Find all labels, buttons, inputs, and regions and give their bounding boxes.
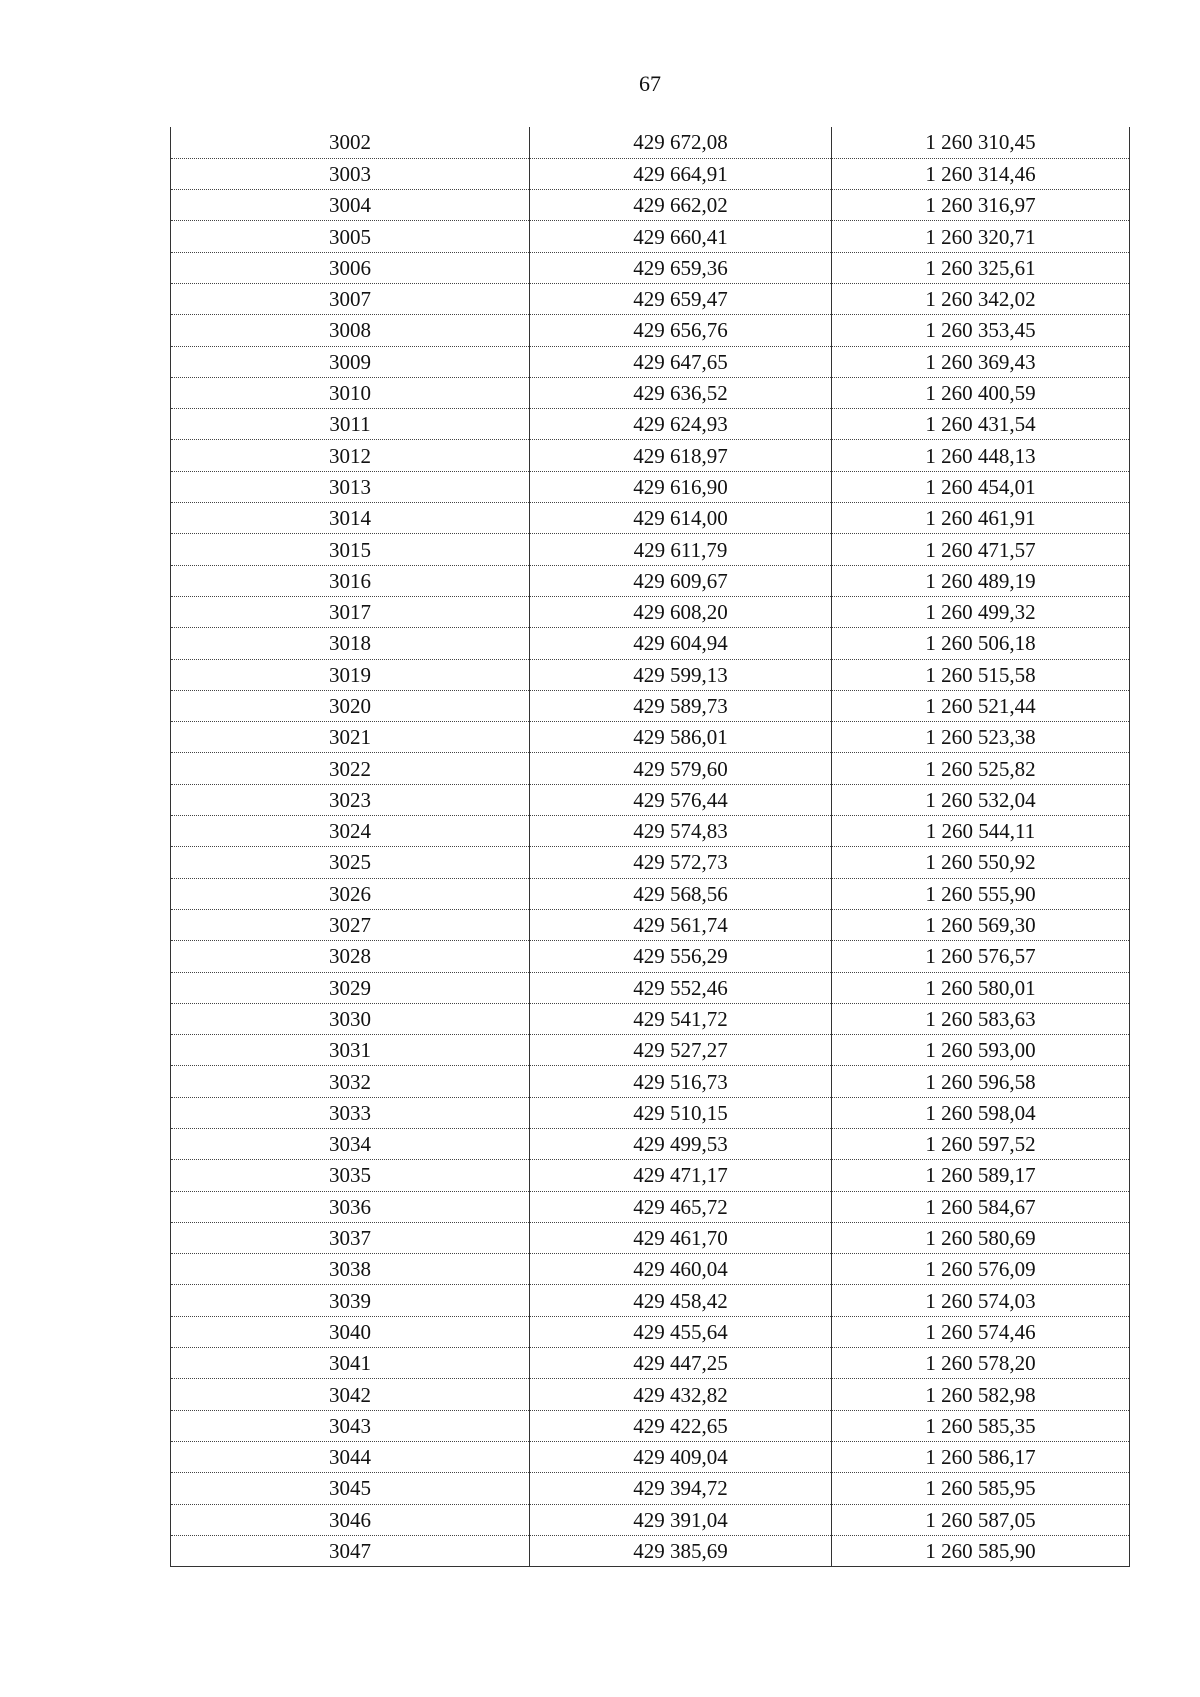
y-coordinate-cell: 1 260 506,18	[832, 628, 1130, 659]
y-coordinate-cell: 1 260 593,00	[832, 1035, 1130, 1066]
point-number-cell: 3041	[171, 1348, 530, 1379]
point-number-cell: 3017	[171, 596, 530, 627]
point-number-cell: 3022	[171, 753, 530, 784]
y-coordinate-cell: 1 260 521,44	[832, 690, 1130, 721]
y-coordinate-cell: 1 260 585,35	[832, 1410, 1130, 1441]
x-coordinate-cell: 429 552,46	[530, 972, 832, 1003]
x-coordinate-cell: 429 458,42	[530, 1285, 832, 1316]
table-row	[171, 1003, 1130, 1034]
coordinates-table-body	[171, 127, 1130, 1567]
table-row	[171, 690, 1130, 721]
point-number-cell: 3005	[171, 221, 530, 252]
y-coordinate-cell: 1 260 584,67	[832, 1191, 1130, 1222]
point-number-cell: 3045	[171, 1473, 530, 1504]
y-coordinate-cell: 1 260 314,46	[832, 158, 1130, 189]
point-number-cell: 3030	[171, 1003, 530, 1034]
table-row	[171, 1222, 1130, 1253]
point-number-cell: 3028	[171, 941, 530, 972]
point-number-cell: 3033	[171, 1097, 530, 1128]
x-coordinate-cell: 429 576,44	[530, 784, 832, 815]
x-coordinate-cell: 429 447,25	[530, 1348, 832, 1379]
point-number-cell: 3024	[171, 816, 530, 847]
x-coordinate-cell: 429 516,73	[530, 1066, 832, 1097]
y-coordinate-cell: 1 260 576,57	[832, 941, 1130, 972]
x-coordinate-cell: 429 579,60	[530, 753, 832, 784]
y-coordinate-cell: 1 260 310,45	[832, 127, 1130, 158]
point-number-cell: 3007	[171, 283, 530, 314]
point-number-cell: 3014	[171, 503, 530, 534]
table-row	[171, 1066, 1130, 1097]
y-coordinate-cell: 1 260 589,17	[832, 1160, 1130, 1191]
x-coordinate-cell: 429 659,36	[530, 252, 832, 283]
table-row	[171, 565, 1130, 596]
point-number-cell: 3047	[171, 1535, 530, 1566]
x-coordinate-cell: 429 422,65	[530, 1410, 832, 1441]
x-coordinate-cell: 429 409,04	[530, 1441, 832, 1472]
y-coordinate-cell: 1 260 523,38	[832, 722, 1130, 753]
table-row	[171, 503, 1130, 534]
point-number-cell: 3026	[171, 878, 530, 909]
y-coordinate-cell: 1 260 555,90	[832, 878, 1130, 909]
point-number-cell: 3038	[171, 1254, 530, 1285]
y-coordinate-cell: 1 260 431,54	[832, 409, 1130, 440]
x-coordinate-cell: 429 391,04	[530, 1504, 832, 1535]
table-row	[171, 753, 1130, 784]
y-coordinate-cell: 1 260 448,13	[832, 440, 1130, 471]
table-row	[171, 1535, 1130, 1566]
y-coordinate-cell: 1 260 454,01	[832, 471, 1130, 502]
y-coordinate-cell: 1 260 525,82	[832, 753, 1130, 784]
table-row	[171, 1410, 1130, 1441]
table-row	[171, 972, 1130, 1003]
x-coordinate-cell: 429 574,83	[530, 816, 832, 847]
x-coordinate-cell: 429 604,94	[530, 628, 832, 659]
x-coordinate-cell: 429 432,82	[530, 1379, 832, 1410]
x-coordinate-cell: 429 624,93	[530, 409, 832, 440]
point-number-cell: 3003	[171, 158, 530, 189]
y-coordinate-cell: 1 260 489,19	[832, 565, 1130, 596]
x-coordinate-cell: 429 656,76	[530, 315, 832, 346]
y-coordinate-cell: 1 260 550,92	[832, 847, 1130, 878]
y-coordinate-cell: 1 260 353,45	[832, 315, 1130, 346]
table-row	[171, 440, 1130, 471]
point-number-cell: 3012	[171, 440, 530, 471]
x-coordinate-cell: 429 471,17	[530, 1160, 832, 1191]
point-number-cell: 3015	[171, 534, 530, 565]
point-number-cell: 3040	[171, 1316, 530, 1347]
table-row	[171, 1035, 1130, 1066]
point-number-cell: 3006	[171, 252, 530, 283]
y-coordinate-cell: 1 260 598,04	[832, 1097, 1130, 1128]
table-row	[171, 409, 1130, 440]
table-row	[171, 127, 1130, 158]
table-row	[171, 1473, 1130, 1504]
table-row	[171, 722, 1130, 753]
table-row	[171, 346, 1130, 377]
x-coordinate-cell: 429 527,27	[530, 1035, 832, 1066]
x-coordinate-cell: 429 510,15	[530, 1097, 832, 1128]
y-coordinate-cell: 1 260 369,43	[832, 346, 1130, 377]
y-coordinate-cell: 1 260 400,59	[832, 377, 1130, 408]
y-coordinate-cell: 1 260 499,32	[832, 596, 1130, 627]
y-coordinate-cell: 1 260 597,52	[832, 1129, 1130, 1160]
point-number-cell: 3004	[171, 190, 530, 221]
x-coordinate-cell: 429 541,72	[530, 1003, 832, 1034]
x-coordinate-cell: 429 455,64	[530, 1316, 832, 1347]
y-coordinate-cell: 1 260 316,97	[832, 190, 1130, 221]
table-row	[171, 596, 1130, 627]
table-row	[171, 784, 1130, 815]
point-number-cell: 3035	[171, 1160, 530, 1191]
point-number-cell: 3019	[171, 659, 530, 690]
y-coordinate-cell: 1 260 585,95	[832, 1473, 1130, 1504]
point-number-cell: 3018	[171, 628, 530, 659]
table-row	[171, 1441, 1130, 1472]
table-row	[171, 816, 1130, 847]
point-number-cell: 3036	[171, 1191, 530, 1222]
y-coordinate-cell: 1 260 569,30	[832, 909, 1130, 940]
point-number-cell: 3021	[171, 722, 530, 753]
x-coordinate-cell: 429 385,69	[530, 1535, 832, 1566]
y-coordinate-cell: 1 260 532,04	[832, 784, 1130, 815]
x-coordinate-cell: 429 659,47	[530, 283, 832, 314]
table-row	[171, 1348, 1130, 1379]
y-coordinate-cell: 1 260 582,98	[832, 1379, 1130, 1410]
table-row	[171, 847, 1130, 878]
point-number-cell: 3025	[171, 847, 530, 878]
table-row	[171, 1285, 1130, 1316]
table-row	[171, 471, 1130, 502]
x-coordinate-cell: 429 647,65	[530, 346, 832, 377]
point-number-cell: 3032	[171, 1066, 530, 1097]
y-coordinate-cell: 1 260 342,02	[832, 283, 1130, 314]
x-coordinate-cell: 429 465,72	[530, 1191, 832, 1222]
table-row	[171, 878, 1130, 909]
x-coordinate-cell: 429 589,73	[530, 690, 832, 721]
point-number-cell: 3044	[171, 1441, 530, 1472]
table-row	[171, 1160, 1130, 1191]
x-coordinate-cell: 429 662,02	[530, 190, 832, 221]
point-number-cell: 3027	[171, 909, 530, 940]
y-coordinate-cell: 1 260 576,09	[832, 1254, 1130, 1285]
table-row	[171, 1379, 1130, 1410]
table-row	[171, 1316, 1130, 1347]
y-coordinate-cell: 1 260 596,58	[832, 1066, 1130, 1097]
table-row	[171, 1191, 1130, 1222]
x-coordinate-cell: 429 660,41	[530, 221, 832, 252]
x-coordinate-cell: 429 499,53	[530, 1129, 832, 1160]
point-number-cell: 3009	[171, 346, 530, 377]
table-row	[171, 909, 1130, 940]
point-number-cell: 3043	[171, 1410, 530, 1441]
point-number-cell: 3023	[171, 784, 530, 815]
y-coordinate-cell: 1 260 583,63	[832, 1003, 1130, 1034]
page-number: 67	[639, 71, 661, 96]
x-coordinate-cell: 429 664,91	[530, 158, 832, 189]
point-number-cell: 3008	[171, 315, 530, 346]
table-row	[171, 283, 1130, 314]
y-coordinate-cell: 1 260 574,03	[832, 1285, 1130, 1316]
x-coordinate-cell: 429 618,97	[530, 440, 832, 471]
point-number-cell: 3031	[171, 1035, 530, 1066]
y-coordinate-cell: 1 260 580,69	[832, 1222, 1130, 1253]
x-coordinate-cell: 429 611,79	[530, 534, 832, 565]
x-coordinate-cell: 429 460,04	[530, 1254, 832, 1285]
x-coordinate-cell: 429 394,72	[530, 1473, 832, 1504]
point-number-cell: 3016	[171, 565, 530, 596]
x-coordinate-cell: 429 608,20	[530, 596, 832, 627]
table-row	[171, 377, 1130, 408]
point-number-cell: 3010	[171, 377, 530, 408]
y-coordinate-cell: 1 260 320,71	[832, 221, 1130, 252]
x-coordinate-cell: 429 561,74	[530, 909, 832, 940]
table-row	[171, 1504, 1130, 1535]
point-number-cell: 3037	[171, 1222, 530, 1253]
x-coordinate-cell: 429 599,13	[530, 659, 832, 690]
x-coordinate-cell: 429 616,90	[530, 471, 832, 502]
table-row	[171, 1129, 1130, 1160]
point-number-cell: 3013	[171, 471, 530, 502]
x-coordinate-cell: 429 461,70	[530, 1222, 832, 1253]
y-coordinate-cell: 1 260 544,11	[832, 816, 1130, 847]
point-number-cell: 3029	[171, 972, 530, 1003]
y-coordinate-cell: 1 260 578,20	[832, 1348, 1130, 1379]
point-number-cell: 3020	[171, 690, 530, 721]
x-coordinate-cell: 429 636,52	[530, 377, 832, 408]
point-number-cell: 3039	[171, 1285, 530, 1316]
table-row	[171, 315, 1130, 346]
x-coordinate-cell: 429 609,67	[530, 565, 832, 596]
coordinates-table	[170, 127, 1130, 1567]
point-number-cell: 3011	[171, 409, 530, 440]
table-row	[171, 221, 1130, 252]
y-coordinate-cell: 1 260 471,57	[832, 534, 1130, 565]
y-coordinate-cell: 1 260 574,46	[832, 1316, 1130, 1347]
x-coordinate-cell: 429 614,00	[530, 503, 832, 534]
table-row	[171, 941, 1130, 972]
table-row	[171, 659, 1130, 690]
x-coordinate-cell: 429 672,08	[530, 127, 832, 158]
table-row	[171, 190, 1130, 221]
y-coordinate-cell: 1 260 587,05	[832, 1504, 1130, 1535]
point-number-cell: 3002	[171, 127, 530, 158]
table-row	[171, 158, 1130, 189]
point-number-cell: 3034	[171, 1129, 530, 1160]
x-coordinate-cell: 429 568,56	[530, 878, 832, 909]
table-row	[171, 1097, 1130, 1128]
table-row	[171, 534, 1130, 565]
x-coordinate-cell: 429 572,73	[530, 847, 832, 878]
y-coordinate-cell: 1 260 461,91	[832, 503, 1130, 534]
table-row	[171, 1254, 1130, 1285]
x-coordinate-cell: 429 556,29	[530, 941, 832, 972]
table-row	[171, 252, 1130, 283]
y-coordinate-cell: 1 260 585,90	[832, 1535, 1130, 1566]
y-coordinate-cell: 1 260 515,58	[832, 659, 1130, 690]
table-row	[171, 628, 1130, 659]
y-coordinate-cell: 1 260 586,17	[832, 1441, 1130, 1472]
y-coordinate-cell: 1 260 325,61	[832, 252, 1130, 283]
point-number-cell: 3046	[171, 1504, 530, 1535]
x-coordinate-cell: 429 586,01	[530, 722, 832, 753]
y-coordinate-cell: 1 260 580,01	[832, 972, 1130, 1003]
point-number-cell: 3042	[171, 1379, 530, 1410]
